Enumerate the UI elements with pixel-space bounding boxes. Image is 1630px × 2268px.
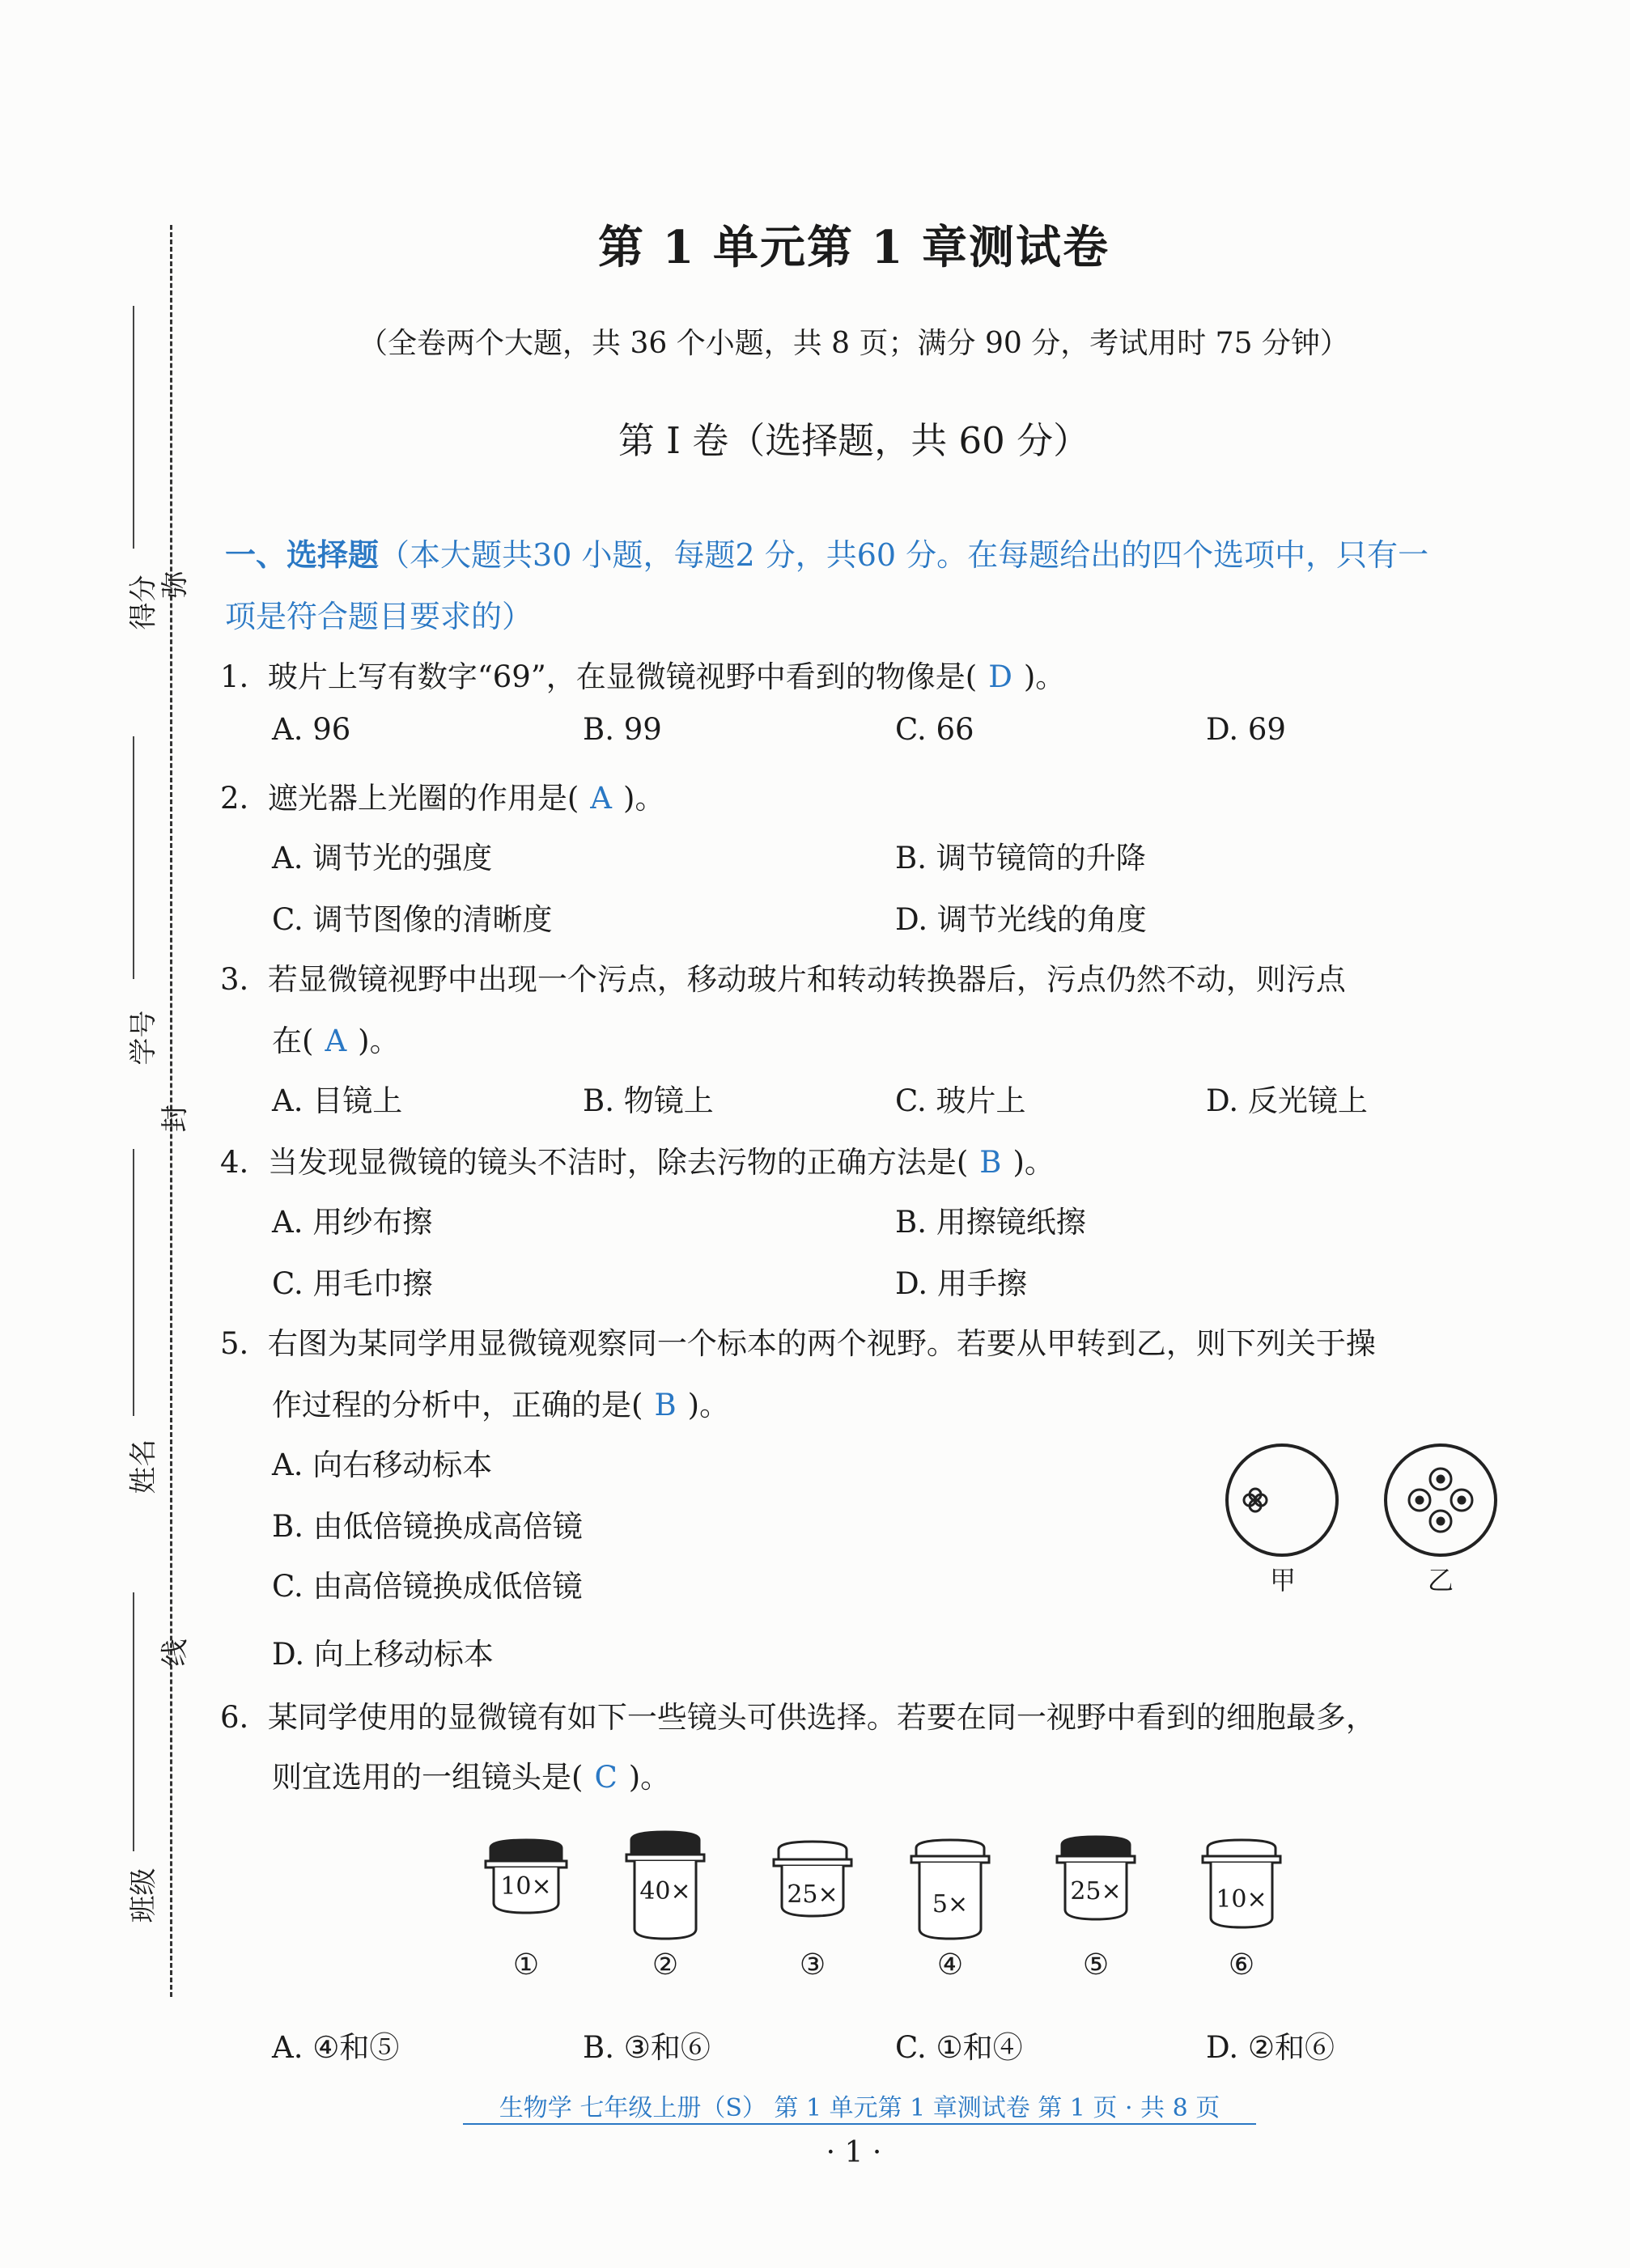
- name-label: 姓名: [127, 1439, 160, 1494]
- lens-5-number: ⑤: [1082, 1948, 1110, 1982]
- lens-6-number: ⑥: [1228, 1948, 1255, 1982]
- page-number: · 1 ·: [826, 2136, 882, 2169]
- field-jia-cells: [1244, 1489, 1267, 1511]
- section-desc: （本大题共30 小题，每题2 分，共60 分。在每题给出的四个选项中，只有一: [379, 537, 1429, 573]
- q4-option-b: B. 用擦镜纸擦: [895, 1205, 1086, 1240]
- field-yi-cells: [1409, 1469, 1472, 1532]
- q3-option-b: B. 物镜上: [583, 1083, 714, 1118]
- question-4: 4. 当发现显微镜的镜头不洁时，除去污物的正确方法是( B )。: [220, 1145, 1055, 1180]
- q4-option-c: C. 用毛巾擦: [272, 1266, 433, 1301]
- answer-6: C: [594, 1760, 618, 1795]
- question-2: 2. 遮光器上光圈的作用是( A )。: [220, 781, 665, 816]
- part-title: 第 I 卷（选择题，共 60 分）: [618, 419, 1090, 462]
- q4-option-d: D. 用手擦: [895, 1266, 1027, 1301]
- seal-char-feng: 封: [159, 1104, 192, 1133]
- q5-option-b: B. 由低倍镜换成高倍镜: [272, 1509, 583, 1544]
- lens-4-number: ④: [936, 1948, 964, 1982]
- q1-option-b: B. 99: [583, 712, 662, 747]
- answer-5: B: [654, 1388, 677, 1422]
- q1-option-a: A. 96: [272, 712, 351, 747]
- q1-option-c: C. 66: [895, 712, 974, 747]
- section-heading: [225, 524, 1520, 647]
- lens-1-label: 10×: [500, 1872, 552, 1901]
- q3-option-d: D. 反光镜上: [1206, 1083, 1368, 1118]
- id-label: 学号: [127, 1010, 160, 1066]
- question-5: 5. 右图为某同学用显微镜观察同一个标本的两个视野。若要从甲转到乙，则下列关于操: [220, 1326, 1376, 1361]
- class-rule: [133, 1592, 134, 1851]
- lens-2-number: ②: [652, 1948, 679, 1982]
- q5-option-d: D. 向上移动标本: [272, 1637, 494, 1672]
- lens-6: [1203, 1840, 1280, 1927]
- section-desc-2: 项是符合题目要求的）: [225, 599, 533, 634]
- score-label: 得分: [127, 574, 160, 630]
- q6-option-d: D. ②和⑥: [1206, 2030, 1335, 2065]
- class-label: 班级: [127, 1867, 160, 1923]
- answer-4: B: [979, 1145, 1002, 1180]
- answer-3: A: [325, 1024, 347, 1058]
- exam-info: （全卷两个大题，共 36 个小题，共 8 页；满分 90 分，考试用时 75 分钟）: [359, 327, 1349, 360]
- q6-option-a: A. ④和⑤: [272, 2030, 400, 2065]
- q4-option-a: A. 用纱布擦: [272, 1205, 433, 1240]
- figure-label-jia: 甲: [1269, 1565, 1296, 1596]
- name-rule: [133, 1149, 134, 1416]
- field-yi-circle: [1386, 1445, 1496, 1555]
- q5-option-a: A. 向右移动标本: [272, 1448, 493, 1482]
- lens-4: [911, 1840, 989, 1939]
- page-title: 第 1 单元第 1 章测试卷: [598, 221, 1110, 274]
- seal-char-xian: 线: [159, 1638, 192, 1667]
- question-6: 6. 某同学使用的显微镜有如下一些镜头可供选择。若要在同一视野中看到的细胞最多，: [220, 1700, 1376, 1735]
- q2-option-a: A. 调节光的强度: [272, 841, 493, 875]
- id-rule: [133, 736, 134, 979]
- page-footer: 生物学 七年级上册（S） 第 1 单元第 1 章测试卷 第 1 页 · 共 8 页: [499, 2094, 1220, 2122]
- question-3: 3. 若显微镜视野中出现一个污点，移动玻片和转动转换器后，污点仍然不动，则污点: [220, 962, 1346, 997]
- lens-3-number: ③: [799, 1948, 826, 1982]
- lens-2-label: 40×: [639, 1877, 691, 1906]
- question-3-line-2: 在( A )。: [272, 1024, 400, 1058]
- q3-option-c: C. 玻片上: [895, 1083, 1026, 1118]
- footer-underline: [463, 2123, 1256, 2125]
- lens-3-label: 25×: [787, 1880, 838, 1909]
- question-6-line-2: 则宜选用的一组镜头是( C )。: [272, 1760, 671, 1795]
- section-title: 一、选择题: [225, 537, 380, 573]
- question-1: 1. 玻片上写有数字“69”，在显微镜视野中看到的物像是( D )。: [220, 659, 1066, 694]
- lens-6-label: 10×: [1216, 1885, 1267, 1914]
- lens-5-label: 25×: [1070, 1877, 1122, 1906]
- seal-char-mi: 弥: [159, 570, 192, 599]
- lens-figure: [469, 1829, 1303, 1950]
- q2-option-c: C. 调节图像的清晰度: [272, 902, 553, 937]
- q1-option-d: D. 69: [1206, 712, 1286, 747]
- question-5-line-2: 作过程的分析中，正确的是( B )。: [272, 1388, 730, 1422]
- field-of-view-figure: [1214, 1432, 1522, 1570]
- answer-1: D: [988, 659, 1012, 694]
- lens-1-number: ①: [512, 1948, 540, 1982]
- figure-label-yi: 乙: [1427, 1565, 1454, 1596]
- q5-option-c: C. 由高倍镜换成低倍镜: [272, 1569, 583, 1604]
- q6-option-c: C. ①和④: [895, 2030, 1023, 2065]
- q2-option-b: B. 调节镜筒的升降: [895, 841, 1146, 875]
- lens-4-label: 5×: [932, 1890, 969, 1918]
- q2-option-d: D. 调节光线的角度: [895, 902, 1147, 937]
- q3-option-a: A. 目镜上: [272, 1083, 403, 1118]
- q6-option-b: B. ③和⑥: [583, 2030, 711, 2065]
- answer-2: A: [590, 781, 613, 816]
